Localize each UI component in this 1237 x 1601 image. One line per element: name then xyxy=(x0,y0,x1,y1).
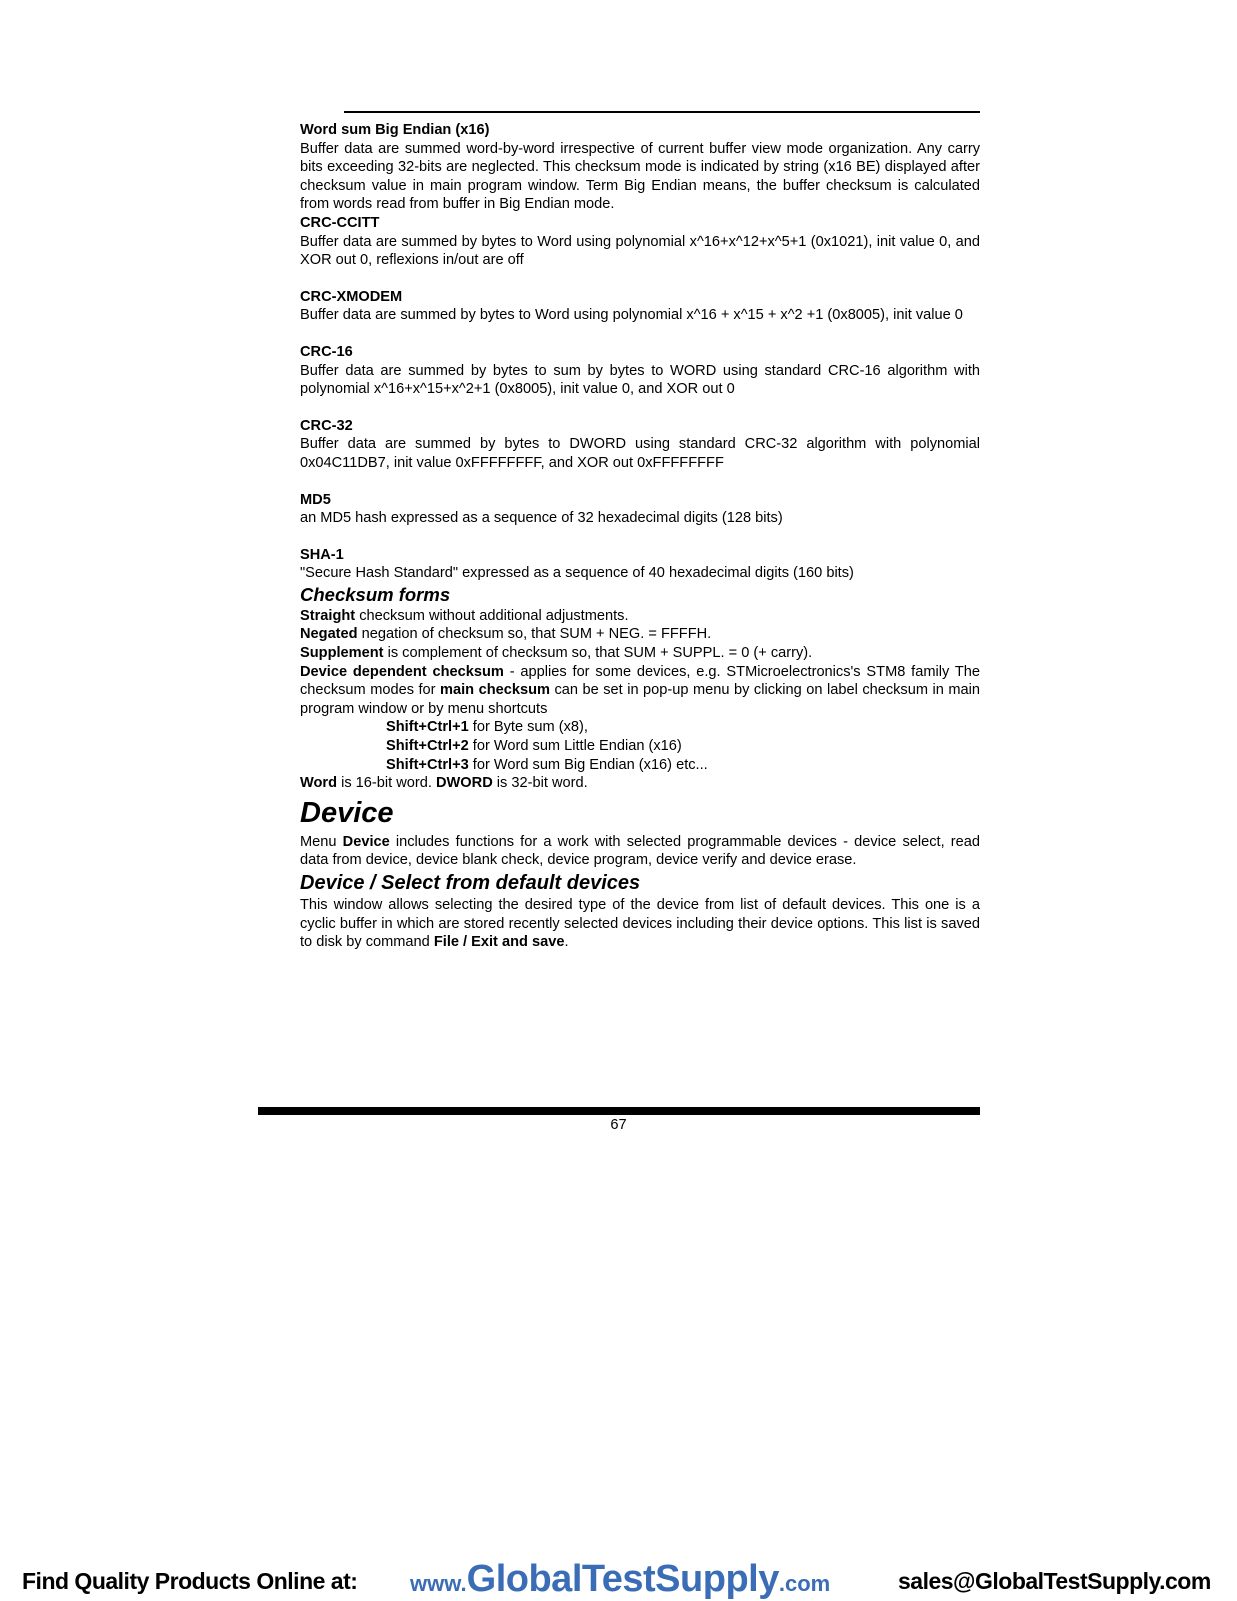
supplement-line xyxy=(300,644,980,663)
device-text-1: Menu xyxy=(300,833,343,850)
straight-text: checksum without additional adjustments. xyxy=(355,607,629,624)
word-term: Word xyxy=(300,775,338,792)
top-rule xyxy=(344,111,980,113)
shortcut-text: for Word sum Little Endian (x16) xyxy=(468,738,682,755)
device-menu-term: Device xyxy=(342,833,390,850)
device-dependent-paragraph xyxy=(300,663,980,719)
device-text-2: includes functions for a work with selected programmable devices - device select, read data from device, device blank check, device program, device verify and device erase. xyxy=(300,833,981,869)
footer-banner xyxy=(0,1558,1237,1600)
shortcut-key: Shift+Ctrl+3 xyxy=(386,756,469,773)
dword-text: is 32-bit word. xyxy=(492,775,588,792)
checksum-forms-heading: Checksum forms xyxy=(300,583,451,605)
crc16-text: Buffer data are summed by bytes to sum by bytes to WORD using standard CRC-16 algorithm with polynomial x^16+x^15+x^2+1 (0x8005), init value 0, and XOR out 0 xyxy=(300,362,980,398)
crc16-title: CRC-16 xyxy=(300,343,353,360)
word-text: is 16-bit word. xyxy=(337,775,436,792)
select-default-heading: Device / Select from default devices xyxy=(300,872,641,894)
sha1-title: SHA-1 xyxy=(300,546,344,563)
footer-email-link[interactable]: sales@GlobalTestSupply.com xyxy=(898,1568,1211,1594)
crc32-title: CRC-32 xyxy=(300,417,353,434)
select-default-text-1: This window allows selecting the desired type of the device from list of default devices. This one is a cyclic buffer in which are stored recently selected devices including their device options. This list is saved to disk by command xyxy=(300,897,980,951)
crc-ccitt-text: Buffer data are summed by bytes to Word using polynomial x^16+x^12+x^5+1 (0x1021), init value 0, and XOR out 0, reflexions in/out are off xyxy=(300,233,980,269)
footer-url-www: www. xyxy=(410,1571,467,1596)
page-number: 67 xyxy=(610,1117,627,1133)
md5-text: an MD5 hash expressed as a sequence of 32 hexadecimal digits (128 bits) xyxy=(300,510,783,527)
shortcut-key: Shift+Ctrl+1 xyxy=(386,719,469,736)
footer-website-link[interactable] xyxy=(410,1558,830,1601)
footer-url-com: .com xyxy=(778,1571,831,1596)
supplement-text: is complement of checksum so, that SUM + SUPPL. = 0 (+ carry). xyxy=(383,645,813,662)
device-dependent-term: Device dependent checksum xyxy=(300,663,504,680)
straight-term: Straight xyxy=(300,607,356,624)
supplement-term: Supplement xyxy=(300,645,384,662)
bottom-rule xyxy=(258,1107,980,1115)
dword-term: DWORD xyxy=(435,775,493,792)
select-default-paragraph xyxy=(300,896,980,952)
page-content xyxy=(300,121,980,952)
word-sum-be-text: Buffer data are summed word-by-word irrespective of current buffer view mode organization. Any carry bits exceeding 32-bits are neglected. This checksum mode is indicated by string (x16 BE) displayed after checksum value in main program window. Term Big Endian means, the buffer checksum is calculated from words read from buffer in Big Endian mode. xyxy=(300,140,980,213)
file-exit-save-term: File / Exit and save xyxy=(433,934,565,951)
negated-line xyxy=(300,625,980,644)
shortcut-key: Shift+Ctrl+2 xyxy=(386,738,469,755)
device-paragraph xyxy=(300,833,980,870)
crc-xmodem-text: Buffer data are summed by bytes to Word using polynomial x^16 + x^15 + x^2 +1 (0x8005), init value 0 xyxy=(300,307,963,324)
straight-line xyxy=(300,607,980,626)
shortcut-line xyxy=(300,718,980,737)
footer-url-brand: GlobalTestSupply xyxy=(466,1558,779,1600)
shortcut-text: for Byte sum (x8), xyxy=(468,719,588,736)
device-dependent-text-2: can be set in pop-up menu by clicking on label checksum in main program window or by menu shortcuts xyxy=(300,682,980,717)
device-dependent-text-1: - applies for some devices, e.g. STMicroelectronics's STM8 family The checksum modes for xyxy=(300,663,981,699)
shortcut-text: for Word sum Big Endian (x16) etc... xyxy=(468,756,708,773)
crc-xmodem-title: CRC-XMODEM xyxy=(300,288,403,305)
sha1-text: "Secure Hash Standard" expressed as a sequence of 40 hexadecimal digits (160 bits) xyxy=(300,565,854,582)
crc32-text: Buffer data are summed by bytes to DWORD using standard CRC-32 algorithm with polynomial 0x04C11DB7, init value 0xFFFFFFFF, and XOR out 0xFFFFFFFF xyxy=(300,436,980,471)
shortcut-line xyxy=(300,737,980,756)
word-sum-be-title: Word sum Big Endian (x16) xyxy=(300,122,490,138)
footer-tagline: Find Quality Products Online at: xyxy=(22,1568,358,1594)
word-dword-line xyxy=(300,774,980,793)
device-heading: Device xyxy=(300,796,394,829)
shortcut-line xyxy=(300,756,980,775)
select-default-text-2: . xyxy=(564,934,569,951)
negated-term: Negated xyxy=(300,626,358,643)
main-checksum-term: main checksum xyxy=(440,682,550,699)
md5-title: MD5 xyxy=(300,491,331,508)
crc-ccitt-title: CRC-CCITT xyxy=(300,214,380,231)
negated-text: negation of checksum so, that SUM + NEG. = FFFFH. xyxy=(357,626,712,643)
